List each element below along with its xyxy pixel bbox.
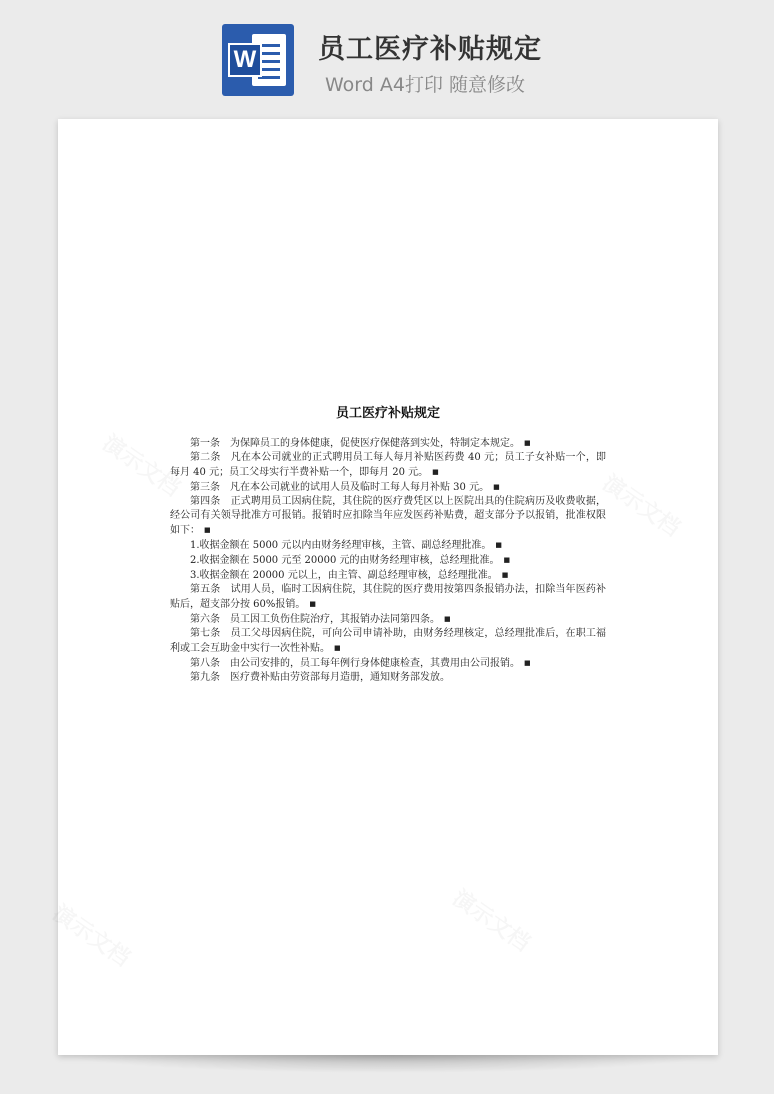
watermark [47,897,137,973]
header [0,0,774,110]
paragraph-mark: ■ [309,600,317,608]
page-title: 员工医疗补贴规定 [318,34,542,65]
paragraph-text: 第三条 凡在本公司就业的试用人员及临时工每人每月补贴 30 元。 [190,482,490,493]
paragraph-mark: ■ [495,541,502,549]
paragraph-mark: ■ [524,439,531,447]
page-shadow [66,1055,710,1073]
article-paragraph [170,583,606,612]
paragraph-mark: ■ [524,659,531,667]
paragraph-text: 3.收据金额在 20000 元以上，由主管、副总经理审核，总经理批准。 [190,570,498,581]
paragraph-mark: ■ [444,615,451,623]
article-paragraph [170,656,606,671]
list-item [170,553,606,568]
paragraph-text: 第九条 医疗费补贴由劳资部每月造册，通知财务部发放。 [190,672,450,683]
watermark [597,467,687,543]
list-item [170,538,606,553]
article-paragraph [170,612,606,627]
article-paragraph [170,671,606,685]
paragraph-text: 第二条 凡在本公司就业的正式聘用员工每人每月补贴医药费 40 元；员工子女补贴一个，即每月 40 元；员工父母实行半费补贴一个，即每月 20 元。 [170,452,606,478]
paragraph-text: 第五条 试用人员，临时工因病住院，其住院的医疗费用按第四条报销办法，扣除当年医药补贴后，超支部分按 60%报销。 [170,584,606,610]
document-body [170,406,606,685]
article-paragraph [170,495,606,538]
paragraph-text: 第七条 员工父母因病住院，可向公司申请补助，由财务经理核定，总经理批准后，在职工福利或工会互助金中实行一次性补贴。 [170,628,606,654]
document-title: 员工医疗补贴规定 [335,406,440,421]
paragraph-mark: ■ [501,571,509,579]
paragraph-text: 1.收据金额在 5000 元以内由财务经理审核，主管、副总经理批准。 [190,540,492,551]
watermark [447,882,537,958]
article-paragraph [170,627,606,656]
article-paragraph [170,451,606,480]
paragraph-text: 第六条 员工因工负伤住院治疗，其报销办法同第四条。 [190,614,440,625]
document-page [58,119,718,1055]
paragraph-text: 第四条 正式聘用员工因病住院，其住院的医疗费凭区以上医院出具的住院病历及收费收据，经公司有关领导批准方可报销。报销时应扣除当年应发医药补贴费，超支部分予以报销，批准权限如下： [170,496,606,536]
article-paragraph [170,480,606,495]
article-paragraph [170,436,606,451]
paragraph-text: 第八条 由公司安排的，员工每年例行身体健康检查，其费用由公司报销。 [190,658,520,669]
list-item [170,568,606,583]
word-logo-icon [222,24,294,96]
paragraph-mark: ■ [493,483,500,491]
paragraph-mark: ■ [432,468,439,476]
paragraph-mark: ■ [334,644,341,652]
paragraph-text: 2.收据金额在 5000 元至 20000 元的由财务经理审核，总经理批准。 [190,555,500,566]
document-paragraphs [170,436,606,685]
paragraph-mark: ■ [204,526,211,534]
paragraph-text: 第一条 为保障员工的身体健康，促使医疗保健落到实处，特制定本规定。 [190,438,520,449]
logo-letter: W [228,43,262,77]
page-subtitle: Word A4打印 随意修改 [325,74,526,96]
paragraph-mark: ■ [503,556,511,564]
